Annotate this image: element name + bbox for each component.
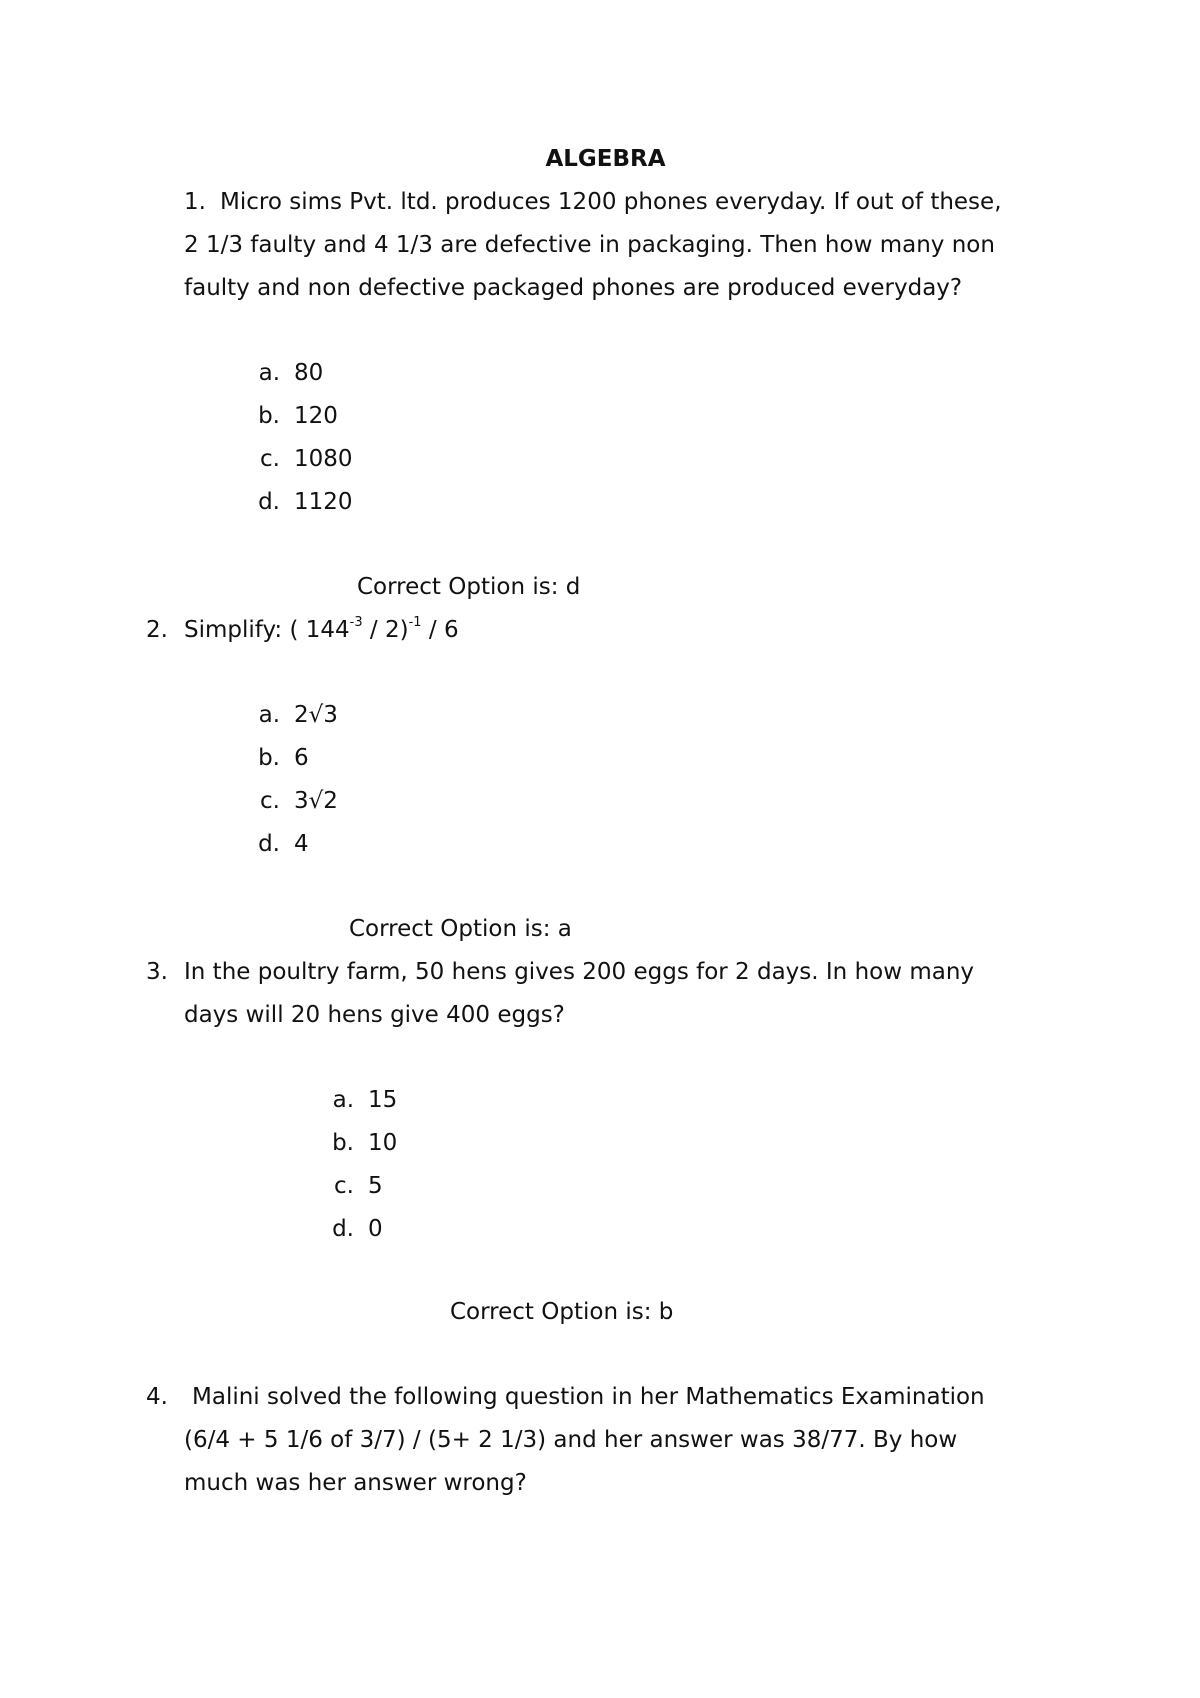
- option-text: 5: [368, 1173, 383, 1199]
- option-letter: d.: [258, 831, 280, 857]
- option-text: 0: [368, 1216, 383, 1242]
- option-letter: b.: [258, 745, 280, 771]
- question-number: 1.: [184, 189, 206, 215]
- option-letter: c.: [260, 788, 280, 814]
- question-text-line: much was her answer wrong?: [184, 1470, 527, 1496]
- question-text-line: days will 20 hens give 400 eggs?: [184, 1002, 565, 1028]
- option-letter: b.: [258, 403, 280, 429]
- exponent: -3: [349, 615, 363, 631]
- option-text: 1080: [294, 446, 353, 472]
- option-text: 4: [294, 831, 309, 857]
- question-text-line: Micro sims Pvt. ltd. produces 1200 phones everyday. If out of these,: [220, 189, 1002, 215]
- expression-part: / 6: [421, 617, 459, 643]
- option-text: 1120: [294, 489, 353, 515]
- option-letter: b.: [332, 1130, 354, 1156]
- option-letter: a.: [258, 360, 280, 386]
- option-letter: a.: [258, 702, 280, 728]
- question-text-line: Malini solved the following question in her Mathematics Examination: [192, 1384, 985, 1410]
- question-text-line: (6/4 + 5 1/6 of 3/7) / (5+ 2 1/3) and her answer was 38/77. By how: [184, 1427, 958, 1453]
- expression-part: / 2): [362, 617, 409, 643]
- question-text-line: [184, 615, 459, 645]
- option-text: 80: [294, 360, 324, 386]
- option-text: 2√3: [294, 702, 338, 728]
- option-letter: a.: [332, 1087, 354, 1113]
- question-number: 4.: [146, 1384, 168, 1410]
- correct-option: Correct Option is: d: [357, 574, 581, 600]
- question-number: 3.: [146, 959, 168, 985]
- option-text: 120: [294, 403, 338, 429]
- exponent: -1: [408, 615, 422, 631]
- question-text-line: faulty and non defective packaged phones are produced everyday?: [184, 275, 963, 301]
- option-letter: d.: [258, 489, 280, 515]
- option-text: 10: [368, 1130, 398, 1156]
- option-text: 15: [368, 1087, 398, 1113]
- correct-option: Correct Option is: a: [349, 916, 572, 942]
- option-text: 3√2: [294, 788, 338, 814]
- option-letter: d.: [332, 1216, 354, 1242]
- option-letter: c.: [334, 1173, 354, 1199]
- question-number: 2.: [146, 617, 168, 643]
- question-text-line: 2 1/3 faulty and 4 1/3 are defective in packaging. Then how many non: [184, 232, 995, 258]
- expression-part: Simplify: ( 144: [184, 617, 350, 643]
- correct-option: Correct Option is: b: [450, 1299, 674, 1325]
- option-letter: c.: [260, 446, 280, 472]
- page-title: ALGEBRA: [545, 146, 666, 172]
- question-text-line: In the poultry farm, 50 hens gives 200 eggs for 2 days. In how many: [184, 959, 975, 985]
- option-text: 6: [294, 745, 309, 771]
